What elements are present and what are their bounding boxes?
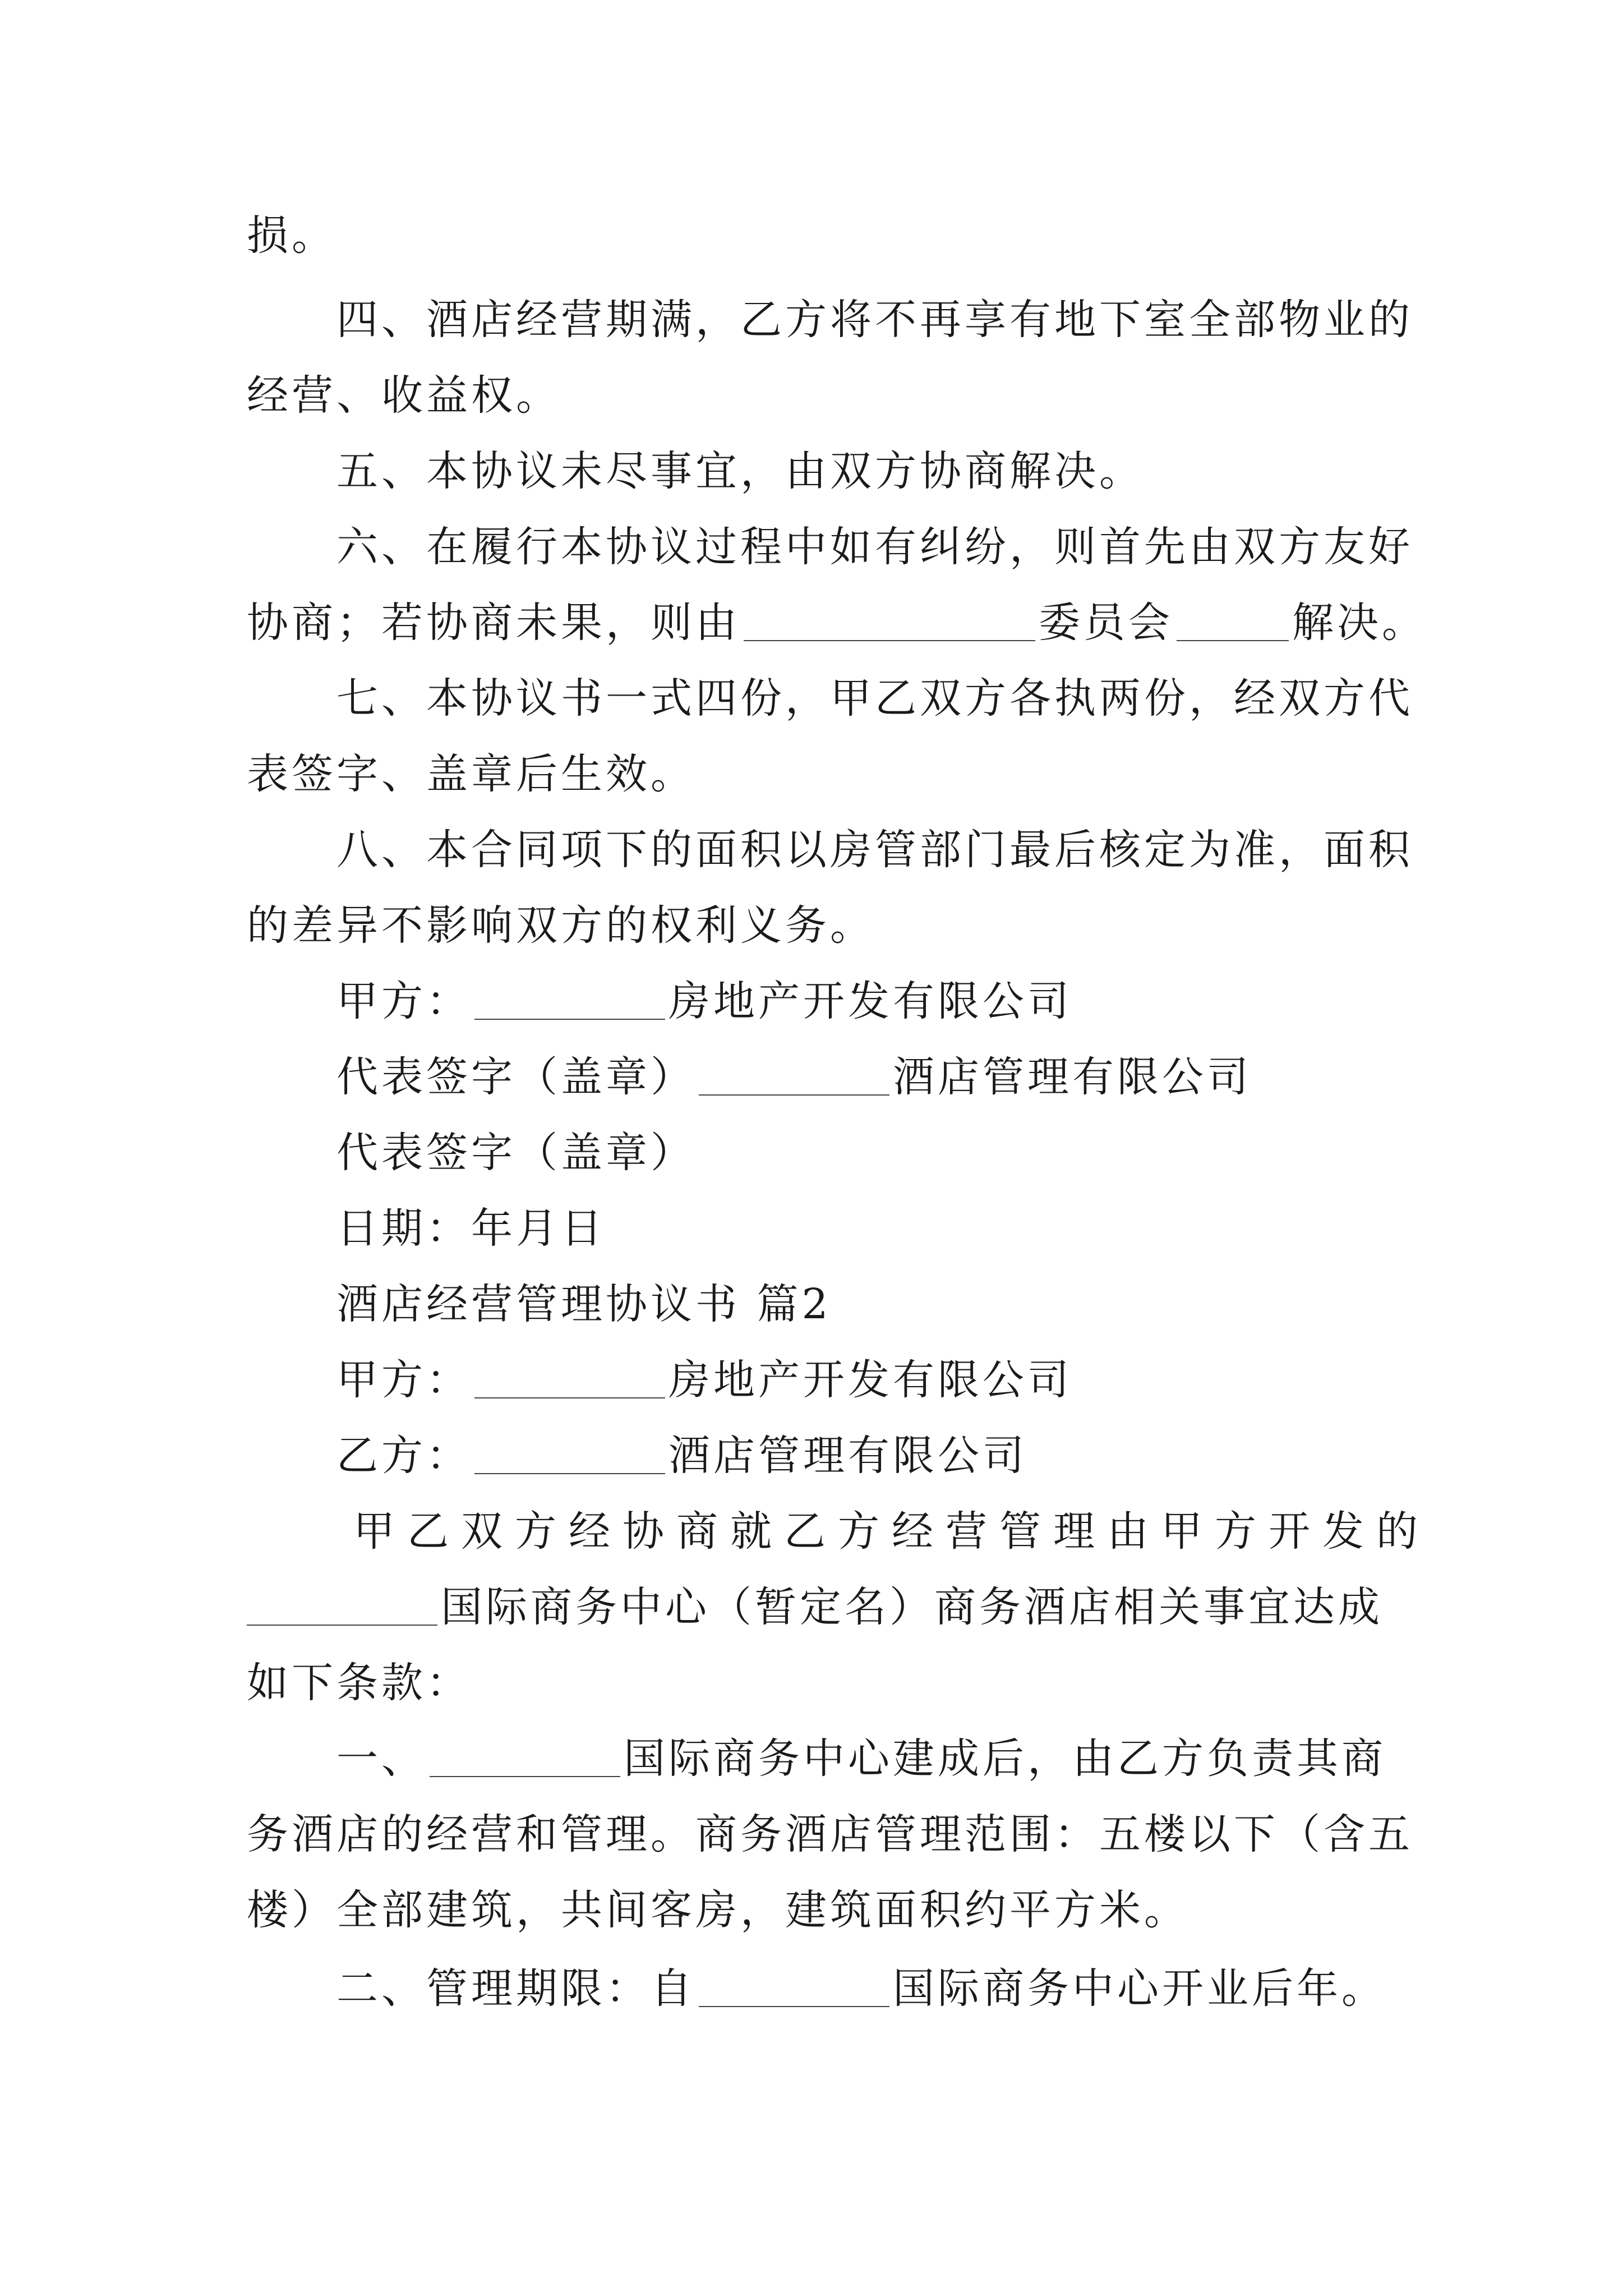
fill-in-blank bbox=[744, 640, 1035, 641]
clause-8-line-1 bbox=[336, 822, 1623, 878]
clause-7-line-1 bbox=[336, 670, 1623, 726]
text-fragment: 楼）全部建筑，共间客房，建筑面积约平方米。 bbox=[247, 1886, 1189, 1934]
text-fragment: 国际商务中心开业后年。 bbox=[893, 1964, 1386, 2013]
representative-signature-line-2 bbox=[336, 1125, 1623, 1181]
clause-4-line-2 bbox=[247, 367, 1623, 424]
party-label: 甲方： bbox=[336, 977, 471, 1025]
party-label: 甲方： bbox=[336, 1356, 471, 1404]
fill-in-blank bbox=[1177, 640, 1289, 641]
intro-line-3 bbox=[247, 1655, 1623, 1711]
section2-clause-1-line-1 bbox=[336, 1731, 1623, 1787]
intro-line-2 bbox=[247, 1579, 1623, 1635]
fill-in-blank bbox=[699, 1094, 889, 1096]
fill-in-blank bbox=[474, 1397, 665, 1398]
paragraph-line bbox=[247, 208, 1623, 264]
section2-clause-2 bbox=[336, 1961, 1623, 2017]
clause-8-line-2 bbox=[247, 898, 1623, 954]
section-heading: 酒店经营管理协议书 篇2 bbox=[336, 1280, 832, 1328]
section2-clause-1-line-2 bbox=[247, 1806, 1623, 1862]
text-fragment: 一、 bbox=[336, 1734, 426, 1783]
fill-in-blank bbox=[247, 1625, 437, 1626]
date-line bbox=[336, 1200, 1623, 1257]
text-fragment: 损。 bbox=[247, 211, 336, 260]
date-label: 日期：年月日 bbox=[336, 1204, 606, 1253]
representative-signature-line-1 bbox=[336, 1049, 1623, 1105]
text-fragment: 经营、收益权。 bbox=[247, 371, 561, 420]
text-fragment: 表签字、盖章后生效。 bbox=[247, 750, 695, 798]
clause-7-line-2 bbox=[247, 746, 1623, 802]
intro-line-1 bbox=[353, 1503, 1623, 1559]
text-fragment: 国际商务中心建成后，由乙方负责其商 bbox=[624, 1734, 1386, 1783]
party-label: 乙方： bbox=[336, 1432, 471, 1480]
clause-6-line-1 bbox=[336, 519, 1623, 575]
fill-in-blank bbox=[699, 2006, 889, 2007]
fill-in-blank bbox=[474, 1473, 665, 1474]
clause-4-line-1 bbox=[336, 292, 1623, 348]
fill-in-blank bbox=[474, 1019, 665, 1020]
signature-label: 代表签字（盖章） bbox=[336, 1129, 695, 1177]
text-fragment: 解决。 bbox=[1292, 599, 1427, 647]
company-name: 酒店管理有限公司 bbox=[893, 1053, 1252, 1101]
text-fragment: 甲乙双方经协商就乙方经营管理由甲方开发的 bbox=[353, 1507, 1430, 1556]
fill-in-blank bbox=[430, 1776, 620, 1777]
company-name: 酒店管理有限公司 bbox=[668, 1432, 1027, 1480]
party-a-line bbox=[336, 973, 1623, 1029]
text-fragment: 如下条款： bbox=[247, 1659, 471, 1707]
text-fragment: 七、本协议书一式四份，甲乙双方各执两份，经双方代 bbox=[336, 674, 1413, 723]
text-fragment: 国际商务中心（暂定名）商务酒店相关事宜达成 bbox=[441, 1583, 1383, 1631]
text-fragment: 二、管理期限：自 bbox=[336, 1964, 695, 2013]
section-title bbox=[336, 1276, 1623, 1332]
text-fragment: 务酒店的经营和管理。商务酒店管理范围：五楼以下（含五 bbox=[247, 1810, 1413, 1858]
section2-party-b-line bbox=[336, 1428, 1623, 1484]
company-name: 房地产开发有限公司 bbox=[668, 977, 1072, 1025]
clause-6-line-2 bbox=[247, 595, 1623, 651]
text-fragment: 的差异不影响双方的权利义务。 bbox=[247, 901, 875, 950]
clause-5 bbox=[336, 443, 1623, 499]
text-fragment: 八、本合同项下的面积以房管部门最后核定为准，面积 bbox=[336, 826, 1413, 874]
text-fragment: 六、在履行本协议过程中如有纠纷，则首先由双方友好 bbox=[336, 523, 1413, 571]
signature-label: 代表签字（盖章） bbox=[336, 1053, 695, 1101]
section2-clause-1-line-3 bbox=[247, 1882, 1623, 1938]
text-fragment: 四、酒店经营期满，乙方将不再享有地下室全部物业的 bbox=[336, 296, 1413, 344]
section2-party-a-line bbox=[336, 1352, 1623, 1408]
text-fragment: 五、本协议未尽事宜，由双方协商解决。 bbox=[336, 447, 1144, 495]
company-name: 房地产开发有限公司 bbox=[668, 1356, 1072, 1404]
text-fragment: 协商；若协商未果，则由 bbox=[247, 599, 740, 647]
text-fragment: 委员会 bbox=[1039, 599, 1173, 647]
